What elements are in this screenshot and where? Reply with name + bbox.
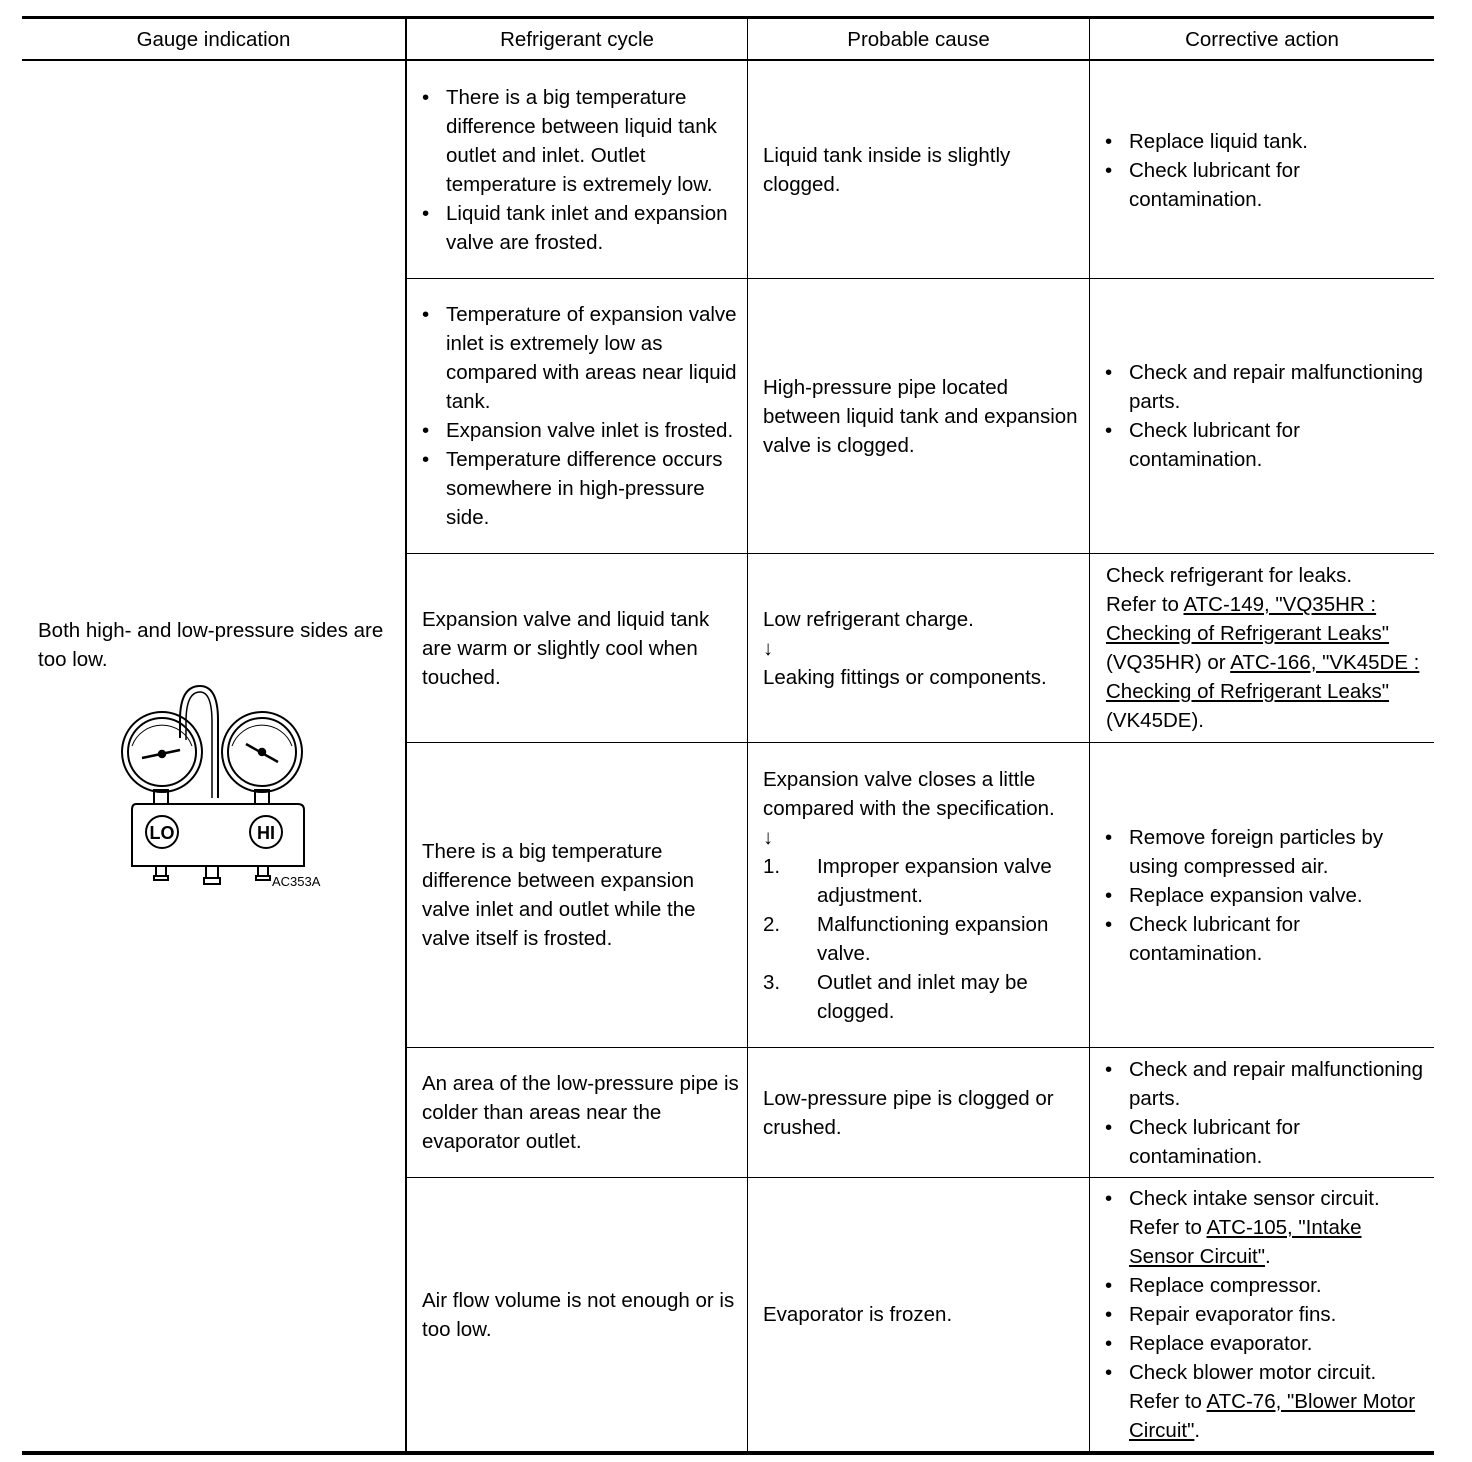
header-gauge: Gauge indication [136, 27, 291, 51]
row2-cycle-item: • Temperature of expansion valve inlet is extremely low as compared with areas near liquid tank. [422, 300, 739, 416]
row5-action-item: • Check lubricant for contamination. [1105, 1113, 1426, 1171]
cause-list-item: 3. Outlet and inlet may be clogged. [763, 970, 1028, 1023]
rule-bottom [22, 1451, 1434, 1455]
row5-cycle-text: An area of the low-pressure pipe is colder than areas near the evaporator outlet. [422, 1072, 739, 1153]
row3-cause-a: Low refrigerant charge. [763, 607, 974, 631]
row1-cause-text: Liquid tank inside is slightly clogged. [763, 144, 1011, 196]
link-atc-149[interactable]: ATC-149, "VQ35HR : Checking of Refrigerant Leaks" [1106, 593, 1390, 645]
row4-action-item: • Check lubricant for contamination. [1105, 910, 1426, 968]
row6-action-item: • Repair evaporator fins. [1105, 1300, 1426, 1329]
row5-action [1090, 1048, 1434, 1177]
arrow-down: ↓ [763, 636, 774, 660]
vk45de-text: (VK45DE). [1106, 709, 1204, 732]
row3-cause-b: Leaking fittings or components. [763, 665, 1047, 689]
header-cause: Probable cause [847, 27, 990, 51]
row3-action-text: Check refrigerant for leaks. [1106, 564, 1353, 587]
row3-action [1090, 554, 1434, 742]
row5-cycle [407, 1048, 747, 1177]
row4-cycle-text: There is a big temperature difference between expansion valve inlet and outlet while the valve itself is frosted. [422, 840, 696, 950]
gauge-text: Both high- and low-pressure sides are too low. [38, 619, 384, 671]
row6-cycle [407, 1178, 747, 1451]
row6-cycle-text: Air flow volume is not enough or is too low. [422, 1288, 735, 1341]
row2-action-item: • Check lubricant for contamination. [1105, 416, 1426, 474]
header-cycle: Refrigerant cycle [500, 27, 654, 51]
row2-cycle [407, 279, 747, 553]
lo-label: LO [149, 823, 175, 843]
troubleshooting-table [22, 16, 1434, 1456]
row5-action-item: • Check and repair malfunctioning parts. [1105, 1055, 1426, 1113]
arrow-down: ↓ [763, 825, 774, 849]
row4-cause [748, 743, 1089, 1047]
row1-cycle [407, 62, 747, 278]
manifold-gauge-figure [118, 680, 338, 892]
row5-cause [748, 1048, 1089, 1177]
row1-cycle-item: • There is a big temperature difference between liquid tank outlet and inlet. Outlet temperature is extremely low. [422, 83, 739, 199]
row6-action-item: • Replace evaporator. [1105, 1329, 1426, 1358]
row6-action [1090, 1178, 1434, 1451]
row2-action [1090, 279, 1434, 553]
vq35hr-text: (VQ35HR) or [1106, 651, 1226, 674]
hi-label: HI [257, 823, 275, 843]
link-atc-76[interactable]: ATC-76, "Blower Motor Circuit" [1129, 1390, 1416, 1442]
row1-action [1090, 62, 1434, 278]
row5-cause-text: Low-pressure pipe is clogged or crushed. [763, 1086, 1054, 1139]
row4-cause-head: Expansion valve closes a little compared with the specification. [763, 767, 1055, 820]
row2-cause-text: High-pressure pipe located between liquid tank and expansion valve is clogged. [763, 375, 1078, 457]
link-atc-105[interactable]: ATC-105, "Intake Sensor Circuit" [1129, 1216, 1362, 1268]
row1-cause [748, 62, 1089, 278]
row1-cycle-item: • Liquid tank inlet and expansion valve are frosted. [422, 199, 739, 257]
row4-action-item: • Remove foreign particles by using compressed air. [1105, 823, 1426, 881]
row6-action-item: • Replace compressor. [1105, 1271, 1426, 1300]
row1-action-item: • Check lubricant for contamination. [1105, 156, 1426, 214]
rule-header [22, 59, 1434, 61]
header-action: Corrective action [1185, 27, 1339, 51]
row2-action-item: • Check and repair malfunctioning parts. [1105, 358, 1426, 416]
row3-cycle-text: Expansion valve and liquid tank are warm or slightly cool when touched. [422, 607, 710, 689]
refer-text: Refer to [1106, 593, 1179, 616]
row2-cycle-item: • Temperature difference occurs somewhere in high-pressure side. [422, 445, 739, 532]
row4-action [1090, 743, 1434, 1047]
row6-action-item: • Check intake sensor circuit. Refer to ATC-105, "Intake Sensor Circuit". [1105, 1184, 1426, 1271]
row6-cause-text: Evaporator is frozen. [763, 1303, 953, 1326]
row2-cycle-item: • Expansion valve inlet is frosted. [422, 416, 739, 445]
row4-cycle [407, 743, 747, 1047]
row6-action-item: • Check blower motor circuit. Refer to ATC-76, "Blower Motor Circuit". [1105, 1358, 1426, 1445]
link-atc-166[interactable]: ATC-166, "VK45DE : Checking of Refrigerant Leaks" [1106, 651, 1420, 703]
row3-cause [748, 554, 1089, 742]
row2-cause [748, 279, 1089, 553]
figure-code-label: AC353A [272, 874, 321, 889]
row1-action-item: • Replace liquid tank. [1105, 127, 1426, 156]
cause-list-item: 2. Malfunctioning expansion valve. [763, 912, 1049, 965]
row3-cycle [407, 554, 747, 742]
cause-list-item: 1. Improper expansion valve adjustment. [763, 854, 1052, 907]
row4-action-item: • Replace expansion valve. [1105, 881, 1426, 910]
row6-cause [748, 1178, 1089, 1451]
